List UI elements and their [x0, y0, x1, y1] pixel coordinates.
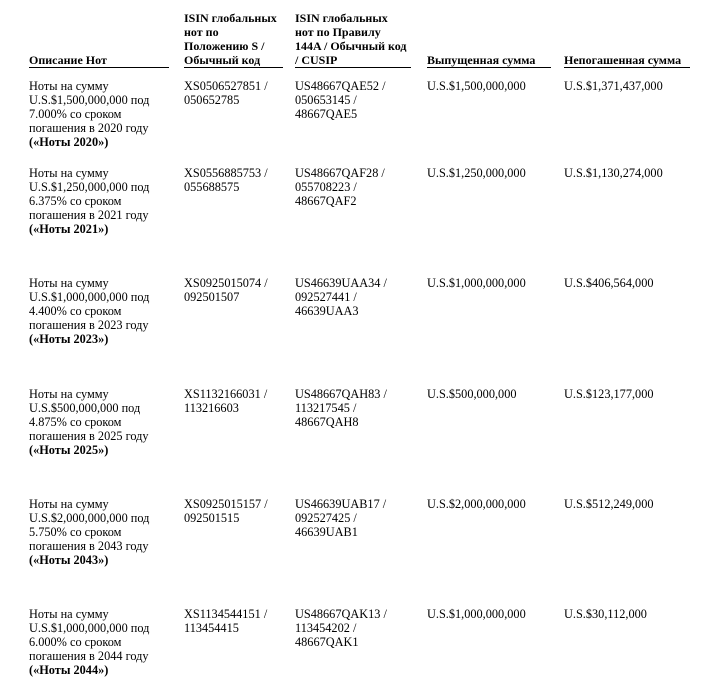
note-short-name: («Ноты 2043») [29, 553, 109, 567]
note-description: Ноты на сумму U.S.$1,500,000,000 под 7.000% со сроком погашения в 2020 году [29, 79, 150, 135]
header-underline-isin-reg-s [184, 67, 283, 68]
isin-reg-s-value: XS1132166031 / 113216603 [184, 387, 268, 415]
header-isin-reg-s: ISIN глобальных нот по Положению S / Обычный код [184, 11, 277, 67]
isin-144a-value: US48667QAF28 / 055708223 / 48667QAF2 [295, 166, 385, 208]
outstanding-amount-value: U.S.$1,130,274,000 [564, 166, 663, 180]
note-short-name: («Ноты 2044») [29, 663, 109, 677]
note-short-name: («Ноты 2021») [29, 222, 109, 236]
isin-144a-value: US48667QAK13 / 113454202 / 48667QAK1 [295, 607, 387, 649]
note-short-name: («Ноты 2020») [29, 135, 109, 149]
header-issued-amount: Выпущенная сумма [427, 53, 536, 67]
header-underline-description [29, 67, 169, 68]
isin-reg-s-value: XS0925015157 / 092501515 [184, 497, 268, 525]
header-underline-isin-144a [295, 67, 411, 68]
note-description: Ноты на сумму U.S.$500,000,000 под 4.875% со сроком погашения в 2025 году [29, 387, 149, 443]
header-description: Описание Нот [29, 53, 107, 67]
note-short-name: («Ноты 2023») [29, 332, 109, 346]
issued-amount-value: U.S.$1,500,000,000 [427, 79, 526, 93]
outstanding-amount-value: U.S.$512,249,000 [564, 497, 654, 511]
note-short-name: («Ноты 2025») [29, 443, 109, 457]
note-description: Ноты на сумму U.S.$1,000,000,000 под 6.000% со сроком погашения в 2044 году [29, 607, 150, 663]
issued-amount-value: U.S.$1,000,000,000 [427, 276, 526, 290]
note-description: Ноты на сумму U.S.$1,250,000,000 под 6.375% со сроком погашения в 2021 году [29, 166, 150, 222]
header-isin-144a: ISIN глобальных нот по Правилу 144A / Обычный код / CUSIP [295, 11, 407, 67]
isin-reg-s-value: XS0556885753 / 055688575 [184, 166, 268, 194]
outstanding-amount-value: U.S.$30,112,000 [564, 607, 647, 621]
note-description: Ноты на сумму U.S.$2,000,000,000 под 5.750% со сроком погашения в 2043 году [29, 497, 150, 553]
note-description: Ноты на сумму U.S.$1,000,000,000 под 4.400% со сроком погашения в 2023 году [29, 276, 150, 332]
header-underline-outstanding-amount [564, 67, 690, 68]
issued-amount-value: U.S.$2,000,000,000 [427, 497, 526, 511]
isin-144a-value: US46639UAB17 / 092527425 / 46639UAB1 [295, 497, 387, 539]
issued-amount-value: U.S.$500,000,000 [427, 387, 517, 401]
isin-144a-value: US48667QAE52 / 050653145 / 48667QAE5 [295, 79, 386, 121]
isin-144a-value: US48667QAH83 / 113217545 / 48667QAH8 [295, 387, 387, 429]
outstanding-amount-value: U.S.$123,177,000 [564, 387, 654, 401]
outstanding-amount-value: U.S.$1,371,437,000 [564, 79, 663, 93]
isin-reg-s-value: XS0506527851 / 050652785 [184, 79, 268, 107]
issued-amount-value: U.S.$1,250,000,000 [427, 166, 526, 180]
header-underline-issued-amount [427, 67, 551, 68]
isin-reg-s-value: XS0925015074 / 092501507 [184, 276, 268, 304]
isin-144a-value: US46639UAA34 / 092527441 / 46639UAA3 [295, 276, 387, 318]
isin-reg-s-value: XS1134544151 / 113454415 [184, 607, 268, 635]
issued-amount-value: U.S.$1,000,000,000 [427, 607, 526, 621]
outstanding-amount-value: U.S.$406,564,000 [564, 276, 654, 290]
header-outstanding-amount: Непогашенная сумма [564, 53, 682, 67]
